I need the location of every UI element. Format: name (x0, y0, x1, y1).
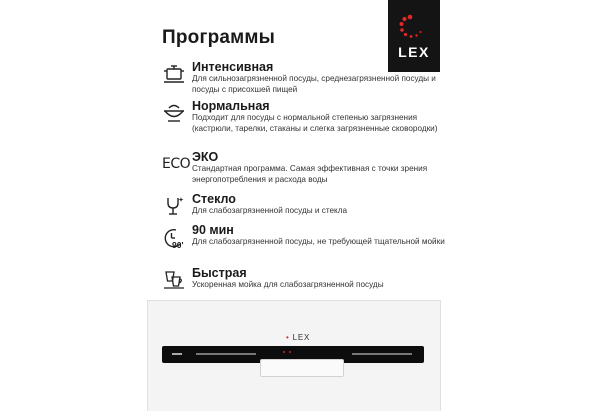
indicator-light (289, 351, 291, 353)
program-desc: Для слабозагрязненной посуды, не требующей тщательной мойки (192, 237, 445, 246)
glass-icon (162, 195, 186, 217)
program-name: Интенсивная (192, 60, 274, 74)
power-button (172, 353, 182, 355)
page-title: Программы (162, 27, 276, 48)
dishwasher-logo-text: LEX (292, 333, 311, 342)
logo-text: LEX (398, 44, 430, 60)
program-item (162, 223, 452, 248)
program-desc: Для слабозагрязненной посуды и стекла (192, 206, 348, 215)
dishwasher-logo (286, 333, 310, 342)
timer-90-label: 90' (172, 240, 184, 249)
logo-dots-icon (388, 0, 440, 44)
program-desc: Стандартная программа. Самая эффективная с точки зрения энергопотребления и расхода воды (192, 164, 428, 184)
program-name: 90 мин (192, 223, 234, 237)
cups-icon (162, 269, 186, 291)
logo-dots-icon: • (286, 333, 290, 342)
program-item (162, 99, 452, 134)
program-desc: Подходит для посуды с нормальной степенью загрязнения (кастрюли, тарелки, стаканы и слегка загрязненные сковородки) (192, 113, 438, 133)
plates-icon (162, 102, 186, 124)
program-item (162, 60, 452, 95)
eco-icon: ECO (162, 156, 191, 172)
pot-icon (162, 63, 186, 85)
program-item (162, 266, 452, 291)
program-name: Нормальная (192, 99, 270, 113)
program-desc: Ускоренная мойка для слабозагрязненной посуды (192, 280, 384, 289)
program-name: Быстрая (192, 266, 247, 280)
timer-90-icon (162, 227, 186, 249)
program-item (162, 192, 452, 217)
program-item (162, 150, 452, 185)
option-buttons (352, 353, 412, 355)
indicator-light (283, 351, 285, 353)
dishwasher-illustration (147, 300, 441, 411)
program-name: ЭКО (192, 150, 219, 164)
door-handle (260, 359, 344, 377)
program-buttons (196, 353, 256, 355)
program-desc: Для сильнозагрязненной посуды, среднезагрязненной посуды и посуды с присохшей пищей (192, 74, 436, 94)
program-name: Стекло (192, 192, 236, 206)
